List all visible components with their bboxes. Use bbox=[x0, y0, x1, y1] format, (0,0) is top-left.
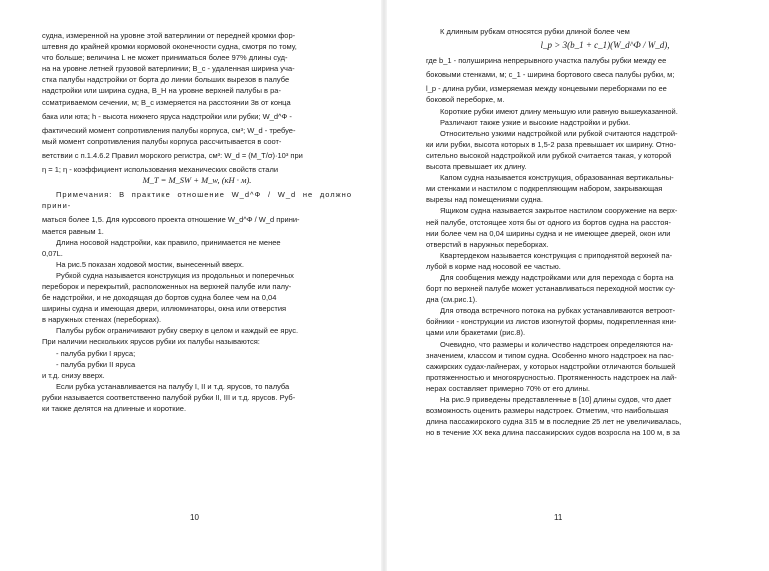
text-line: где b_1 - полуширина непрерывного участка палубы рубки между ее bbox=[426, 56, 667, 66]
text-line: цами или бракетами (рис.8). bbox=[426, 328, 526, 338]
text-line: дна (см.рис.1). bbox=[426, 295, 478, 305]
text-line: что больше; величина L не может приниматься более 97% длины суд- bbox=[42, 53, 288, 63]
left-page bbox=[0, 0, 384, 571]
text-line: лубой в корме над носовой ее частью. bbox=[426, 261, 561, 271]
text-line: судна, измеренной на уровне этой ватерлинии от передней кромки фор- bbox=[42, 31, 296, 40]
text-line: вырезы над помещениями судна. bbox=[426, 195, 543, 205]
text-line: мается равным 1. bbox=[42, 226, 104, 236]
text-line: Относительно узкими надстройкой или рубкой считаются надстрой- bbox=[440, 128, 678, 138]
text-line: и т.д. снизу вверх. bbox=[42, 370, 105, 380]
text-line: нии более чем на 0,04 ширины судна и не имеющее дверей, окон или bbox=[426, 228, 671, 238]
text-line: боковой переборке, м. bbox=[426, 95, 505, 105]
text-line: рубки называется соответственно палубой рубки II, III и т.д. ярусов. Руб- bbox=[42, 392, 296, 402]
list-item: - палуба рубки II яруса bbox=[56, 359, 136, 369]
text-line: но в течение XX века длина пассажирских судов возросла на 100 м, в за bbox=[426, 428, 680, 438]
text-line: Рубкой судна называется конструкция из продольных и поперечных bbox=[56, 270, 294, 280]
text-line: Короткие рубки имеют длину меньшую или равную вышеуказанной. bbox=[440, 106, 678, 116]
text-line: штевня до крайней кромки кормовой оконечности судна, смотря по тому, bbox=[42, 42, 297, 52]
text-line: Ящиком судна называется закрытое настилом сооружение на верх- bbox=[440, 206, 678, 216]
text-line: Капом судна называется конструкция, образованная вертикальны- bbox=[440, 173, 674, 183]
formula-line: l_p > 3(b_1 + c_1)(W_d^Ф / W_d), bbox=[540, 40, 670, 51]
text-line: в наружных стенках (переборках). bbox=[42, 315, 162, 325]
text-line: сажирских судах-лайнерах, у которых надстройки отличаются большей bbox=[426, 361, 676, 371]
text-line: Для сообщения между надстройками или для перехода с борта на bbox=[440, 272, 674, 282]
note-line: Примечания: В практике отношение W_d^Ф / W_d не должно прини- bbox=[42, 190, 352, 211]
text-line: протяженностью и многоярусностью. Протяженность надстроек на лай- bbox=[426, 372, 677, 382]
text-line: возможность оценить размеры надстроек. Отметим, что наибольшая bbox=[426, 406, 669, 416]
text-line: ширины судна и имеющая двери, иллюминаторы, окна или отверстия bbox=[42, 304, 287, 314]
text-line: Различают также узкие и высокие надстройки и рубки. bbox=[440, 117, 631, 127]
text-line: отверстий в наружных переборках. bbox=[426, 239, 549, 249]
left-text-column bbox=[42, 30, 352, 414]
text-line: Очевидно, что размеры и количество надстроек определяются на- bbox=[440, 339, 674, 349]
text-line: значением, классом и типом судна. Особенно много надстроек на пас- bbox=[426, 350, 674, 360]
text-line: надстройки или ширина судна, B_H на уровне верхней палубы в ра- bbox=[42, 86, 281, 96]
text-line: ки также делятся на длинные и короткие. bbox=[42, 404, 187, 413]
right-text-column bbox=[426, 26, 744, 438]
text-line: маться более 1,5. Для курсового проекта отношение W_d^Ф / W_d прини- bbox=[42, 215, 300, 225]
text-line: На рис.9 приведены представленные в [10] длины судов, что дает bbox=[440, 395, 672, 404]
text-line: переборок и перекрытий, расположенных на верхней палубе или палу- bbox=[42, 281, 292, 291]
text-line: η = 1; η - коэффициент использования механических свойств стали bbox=[42, 165, 279, 175]
text-line: ней палубе, отстоящее хотя бы от одного из бортов судна на расстоя- bbox=[426, 217, 671, 227]
text-line: высота превышает их длину. bbox=[426, 162, 527, 172]
formula-line: M_T = M_SW + M_w, (кН · м). bbox=[142, 175, 252, 186]
text-line: на на уровне летней грузовой ватерлинии; B_c - удаленная ширина уча- bbox=[42, 64, 295, 74]
text-line: длина пассажирского судна 315 м в последние 25 лет не увеличивалась, bbox=[426, 417, 682, 427]
right-page bbox=[384, 0, 769, 571]
text-line: При наличии нескольких ярусов рубки их палубы называются: bbox=[42, 337, 260, 347]
text-line: мый момент сопротивления палубы корпуса рассчитывается в соот- bbox=[42, 136, 282, 146]
text-line: На рис.5 показан ходовой мостик, вынесенный вверх. bbox=[56, 259, 244, 269]
text-line: ссматриваемом сечении, м; B_c измеряется на расстоянии 3в от конца bbox=[42, 97, 291, 107]
text-line: Квартердеком называется конструкция с приподнятой верхней па- bbox=[440, 250, 673, 260]
text-line: сительно высокой надстройкой или рубкой считается такая, у которой bbox=[426, 150, 672, 160]
page-number: 10 bbox=[190, 512, 199, 522]
text-line: фактический момент сопротивления палубы корпуса, см³; W_d - требуе- bbox=[42, 125, 296, 135]
text-line: бойники - конструкции из листов изогнутой формы, подкрепленная кни- bbox=[426, 317, 677, 327]
text-line: стка палубы надстройки от борта до линии больших вырезов в палубе bbox=[42, 75, 290, 85]
text-line: 0,07L. bbox=[42, 248, 63, 258]
text-line: Длина носовой надстройки, как правило, принимается не менее bbox=[56, 237, 281, 247]
text-line: бе надстройки, и не доходящая до бортов судна более чем на 0,04 bbox=[42, 293, 277, 303]
text-line: Если рубка устанавливается на палубу I, II и т.д. ярусов, то палуба bbox=[56, 381, 290, 391]
text-line: ки или рубки, высота которых в 1,5-2 раза превышает их ширину. Отно- bbox=[426, 139, 676, 149]
text-line: l_p - длина рубки, измеряемая между концевыми переборками по ее bbox=[426, 84, 667, 94]
page-number: 11 bbox=[554, 512, 563, 522]
text-line: К длинным рубкам относятся рубки длиной более чем bbox=[440, 27, 630, 36]
text-line: Палубы рубок ограничивают рубку сверху в целом и каждый ее ярус. bbox=[56, 326, 299, 336]
text-line: ветствии с п.1.4.6.2 Правил морского регистра, см³: W_d = (M_T/σ)·10³ при bbox=[42, 150, 303, 160]
text-line: боковыми стенками, м; c_1 - ширина бортового свеса палубы рубки, м; bbox=[426, 70, 675, 80]
text-line: борт по верхней палубе может устанавливаться переходной мостик су- bbox=[426, 284, 676, 294]
list-item: - палуба рубки I яруса; bbox=[56, 348, 136, 358]
text-line: ми стенками и настилом с подкрепляющим набором, закрывающая bbox=[426, 184, 663, 194]
text-line: нерах составляет примерно 70% от его длины. bbox=[426, 383, 590, 393]
text-line: Для отвода встречного потока на рубках устанавливаются ветроот- bbox=[440, 306, 676, 316]
text-line: бака или юта; h - высота нижнего яруса надстройки или рубки; W_d^Ф - bbox=[42, 111, 292, 121]
